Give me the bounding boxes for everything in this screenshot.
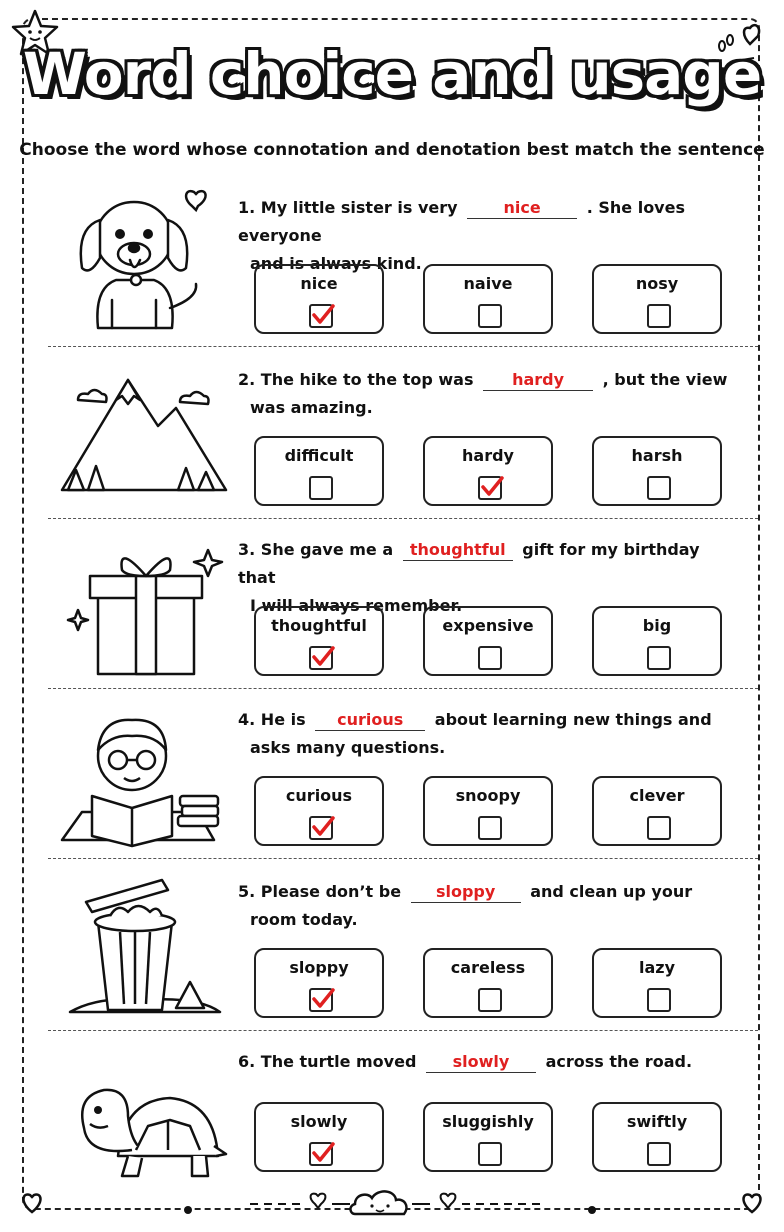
- option-big[interactable]: [592, 606, 722, 676]
- checkbox[interactable]: [478, 646, 502, 670]
- option-clever[interactable]: [592, 776, 722, 846]
- answer-blank[interactable]: thoughtful: [403, 540, 513, 561]
- section-divider: [48, 1030, 758, 1031]
- option-label: big: [642, 616, 672, 635]
- question-number: 1.: [238, 198, 256, 217]
- option-harsh[interactable]: [592, 436, 722, 506]
- option-label: clever: [629, 786, 685, 805]
- question-line2: room today.: [250, 910, 358, 929]
- checkbox[interactable]: [478, 988, 502, 1012]
- option-swiftly[interactable]: [592, 1102, 722, 1172]
- instructions: Choose the word whose connotation and denotation best match the sentence: [19, 140, 765, 160]
- section-divider: [48, 518, 758, 519]
- answer-blank[interactable]: slowly: [426, 1052, 536, 1073]
- option-label: slowly: [290, 1112, 348, 1131]
- question-text: [238, 878, 738, 934]
- option-label: naive: [463, 274, 513, 293]
- question-3: [48, 520, 758, 690]
- checkbox[interactable]: [647, 1142, 671, 1166]
- option-thoughtful[interactable]: [254, 606, 384, 676]
- boy-reading-illustration: [58, 700, 228, 850]
- mountain-illustration: [58, 360, 228, 510]
- section-divider: [48, 688, 758, 689]
- option-label: swiftly: [626, 1112, 688, 1131]
- checkbox[interactable]: [309, 476, 333, 500]
- page-title: Word choice and usage: [22, 40, 762, 108]
- option-nosy[interactable]: [592, 264, 722, 334]
- option-nice[interactable]: [254, 264, 384, 334]
- question-after: , but the view: [602, 370, 728, 389]
- question-number: 6.: [238, 1052, 256, 1071]
- option-difficult[interactable]: [254, 436, 384, 506]
- gift-illustration: [58, 530, 228, 680]
- option-sloppy[interactable]: [254, 948, 384, 1018]
- checkbox[interactable]: [478, 304, 502, 328]
- section-divider: [48, 346, 758, 347]
- heart-corner-icon: [18, 1188, 46, 1216]
- option-snoopy[interactable]: [423, 776, 553, 846]
- question-number: 2.: [238, 370, 256, 389]
- checkbox[interactable]: [309, 988, 333, 1012]
- puppy-illustration: [58, 188, 228, 338]
- question-5: [48, 862, 758, 1032]
- option-label: lazy: [638, 958, 676, 977]
- question-2: [48, 350, 758, 520]
- option-slowly[interactable]: [254, 1102, 384, 1172]
- question-text: [238, 706, 738, 762]
- option-hardy[interactable]: [423, 436, 553, 506]
- checkmark-icon: [309, 1138, 337, 1166]
- option-curious[interactable]: [254, 776, 384, 846]
- option-label: nosy: [635, 274, 679, 293]
- option-label: careless: [450, 958, 526, 977]
- question-after: across the road.: [545, 1052, 693, 1071]
- answer-blank[interactable]: nice: [467, 198, 577, 219]
- option-label: curious: [285, 786, 353, 805]
- option-label: snoopy: [455, 786, 521, 805]
- question-line2: and is always kind.: [250, 254, 422, 273]
- question-after: gift for my birthday that: [238, 540, 700, 587]
- turtle-illustration: [58, 1046, 228, 1196]
- checkmark-icon: [309, 300, 337, 328]
- checkbox[interactable]: [647, 304, 671, 328]
- question-line2: asks many questions.: [250, 738, 446, 757]
- question-before: The turtle moved: [260, 1052, 417, 1071]
- section-divider: [48, 858, 758, 859]
- option-sluggishly[interactable]: [423, 1102, 553, 1172]
- question-number: 3.: [238, 540, 256, 559]
- option-expensive[interactable]: [423, 606, 553, 676]
- question-after: about learning new things and: [434, 710, 712, 729]
- option-label: expensive: [442, 616, 534, 635]
- question-after: and clean up your: [530, 882, 693, 901]
- question-1: [48, 178, 758, 348]
- checkbox[interactable]: [647, 988, 671, 1012]
- checkbox[interactable]: [478, 1142, 502, 1166]
- question-line2: was amazing.: [250, 398, 373, 417]
- option-label: hardy: [462, 446, 514, 465]
- option-lazy[interactable]: [592, 948, 722, 1018]
- answer-blank[interactable]: sloppy: [411, 882, 521, 903]
- checkbox[interactable]: [478, 476, 502, 500]
- question-number: 4.: [238, 710, 256, 729]
- answer-blank[interactable]: hardy: [483, 370, 593, 391]
- question-6: [48, 1036, 758, 1206]
- option-label: difficult: [284, 446, 354, 465]
- question-4: [48, 690, 758, 860]
- question-text: [238, 1048, 738, 1076]
- checkbox[interactable]: [309, 816, 333, 840]
- checkmark-icon: [309, 812, 337, 840]
- option-careless[interactable]: [423, 948, 553, 1018]
- checkmark-icon: [309, 642, 337, 670]
- option-label: nice: [300, 274, 338, 293]
- question-line2: I will always remember.: [250, 596, 463, 615]
- checkbox[interactable]: [309, 1142, 333, 1166]
- question-before: The hike to the top was: [260, 370, 474, 389]
- checkbox[interactable]: [647, 646, 671, 670]
- option-label: sluggishly: [442, 1112, 534, 1131]
- checkbox[interactable]: [647, 476, 671, 500]
- question-before: Please don’t be: [260, 882, 402, 901]
- answer-blank[interactable]: curious: [315, 710, 425, 731]
- checkbox[interactable]: [309, 646, 333, 670]
- checkbox[interactable]: [309, 304, 333, 328]
- question-before: My little sister is very: [260, 198, 458, 217]
- checkbox[interactable]: [647, 816, 671, 840]
- option-label: thoughtful: [271, 616, 367, 635]
- checkbox[interactable]: [478, 816, 502, 840]
- question-before: She gave me a: [260, 540, 394, 559]
- checkmark-icon: [478, 472, 506, 500]
- option-label: sloppy: [289, 958, 349, 977]
- option-label: harsh: [631, 446, 683, 465]
- question-before: He is: [260, 710, 306, 729]
- checkmark-icon: [309, 984, 337, 1012]
- option-naive[interactable]: [423, 264, 553, 334]
- question-number: 5.: [238, 882, 256, 901]
- question-after: . She loves everyone: [238, 198, 685, 245]
- question-text: [238, 366, 738, 422]
- trash-can-illustration: [58, 872, 228, 1022]
